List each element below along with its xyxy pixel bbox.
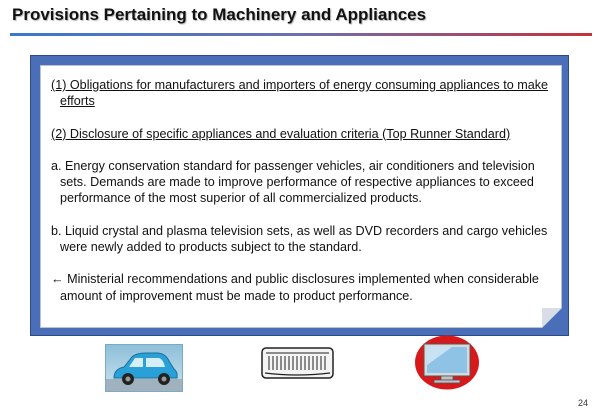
- content-text: [51, 77, 556, 304]
- slide-title: Provisions Pertaining to Machinery and Appliances: [12, 5, 427, 24]
- page-curl: [542, 308, 562, 328]
- television-icon: [414, 335, 480, 390]
- content-note: [40, 65, 562, 328]
- paragraph-recommendations: ← Ministerial recommendations and public disclosures implemented when considerable amount of improvement must be made to product performance.: [51, 272, 539, 303]
- page-number: 24: [578, 398, 589, 408]
- air-conditioner-icon: [261, 347, 334, 379]
- item-obligations: (1) Obligations for manufacturers and importers of energy consuming appliances to make efforts: [51, 78, 548, 109]
- title-underline: [10, 33, 592, 36]
- car-icon: [105, 344, 183, 392]
- item-disclosure: (2) Disclosure of specific appliances and evaluation criteria (Top Runner Standard): [51, 126, 511, 141]
- paragraph-b: b. Liquid crystal and plasma television sets, as well as DVD recorders and cargo vehicles were newly added to products subject to the standard.: [51, 223, 548, 254]
- paragraph-a: a. Energy conservation standard for passenger vehicles, air conditioners and television sets. Demands are made to improve performance of respective appliances to exceed performance of the most superior of all commercialized products.: [51, 158, 535, 206]
- content-panel: [30, 55, 569, 336]
